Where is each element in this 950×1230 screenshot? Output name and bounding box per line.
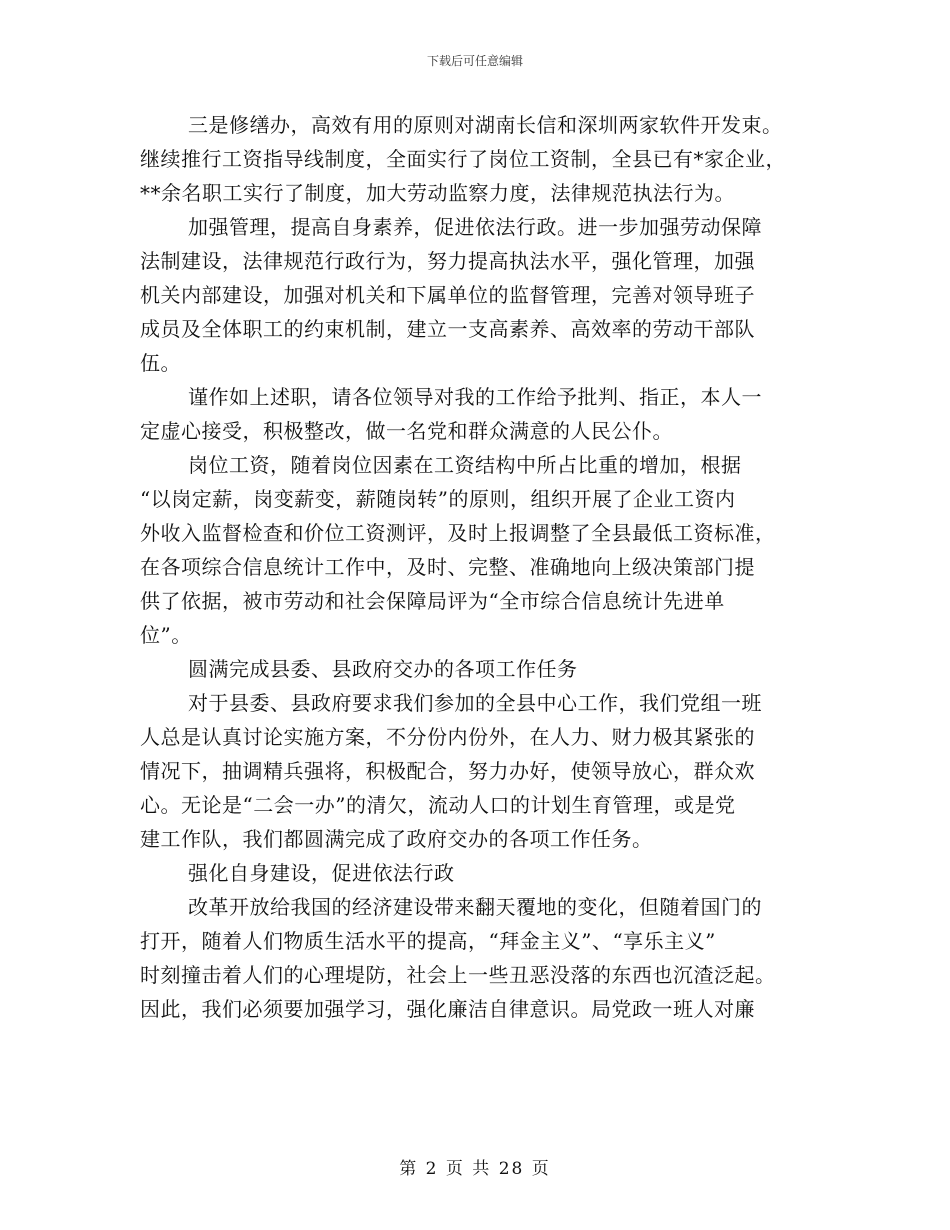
text-line: **余名职工实行了制度，加大劳动监察力度，法律规范执法行为。 <box>140 181 735 205</box>
text-line: 伍。 <box>140 351 181 375</box>
text-line: 位”。 <box>140 623 192 647</box>
text-line: 加强管理，提高自身素养，促进依法行政。进一步加强劳动保障 <box>188 215 762 239</box>
text-line: 法制建设，法律规范行政行为，努力提高执法水平，强化管理，加强 <box>140 249 755 273</box>
text-line: 在各项综合信息统计工作中，及时、完整、准确地向上级决策部门提 <box>140 555 755 579</box>
text-line: 打开，随着人们物质生活水平的提高，“拜金主义”、“享乐主义” <box>140 929 716 953</box>
text-line: 供了依据，被市劳动和社会保障局评为“全市综合信息统计先进单 <box>140 589 725 613</box>
body-text <box>140 108 820 1026</box>
text-line: 因此，我们必须要加强学习，强化廉洁自律意识。局党政一班人对廉 <box>140 997 755 1021</box>
text-line: 情况下，抽调精兵强将，积极配合，努力办好，使领导放心，群众欢 <box>140 759 755 783</box>
text-line: 成员及全体职工的约束机制，建立一支高素养、高效率的劳动干部队 <box>140 317 755 341</box>
text-line: 人总是认真讨论实施方案，不分份内份外，在人力、财力极其紧张的 <box>140 725 755 749</box>
text-line: 机关内部建设，加强对机关和下属单位的监督管理，完善对领导班子 <box>140 283 755 307</box>
text-line: 强化自身建设，促进依法行政 <box>188 861 455 885</box>
text-line: 谨作如上述职，请各位领导对我的工作给予批判、指正，本人一 <box>188 385 762 409</box>
text-line: 三是修缮办，高效有用的原则对湖南长信和深圳两家软件开发束。 <box>188 113 783 137</box>
text-line: 圆满完成县委、县政府交办的各项工作任务 <box>188 657 578 681</box>
text-line: 继续推行工资指导线制度，全面实行了岗位工资制，全县已有*家企业， <box>140 147 786 171</box>
text-line: “以岗定薪，岗变薪变，薪随岗转”的原则，组织开展了企业工资内 <box>140 487 736 511</box>
document-body <box>140 108 820 1026</box>
page-footer: 第 2 页 共 28 页 <box>399 1159 551 1179</box>
text-line: 改革开放给我国的经济建设带来翻天覆地的变化，但随着国门的 <box>188 895 762 919</box>
text-line: 岗位工资，随着岗位因素在工资结构中所占比重的增加，根据 <box>188 453 742 477</box>
text-line: 定虚心接受，积极整改，做一名党和群众满意的人民公仆。 <box>140 419 673 443</box>
text-line: 时刻撞击着人们的心理堤防，社会上一些丑恶没落的东西也沉渣泛起。 <box>140 963 776 987</box>
page-header: 下载后可任意编辑 <box>426 54 523 68</box>
text-line: 建工作队，我们都圆满完成了政府交办的各项工作任务。 <box>140 827 653 851</box>
text-line: 对于县委、县政府要求我们参加的全县中心工作，我们党组一班 <box>188 691 762 715</box>
text-line: 心。无论是“二会一办”的清欠，流动人口的计划生育管理，或是党 <box>140 793 736 817</box>
text-line: 外收入监督检查和价位工资测评，及时上报调整了全县最低工资标准， <box>140 521 776 545</box>
